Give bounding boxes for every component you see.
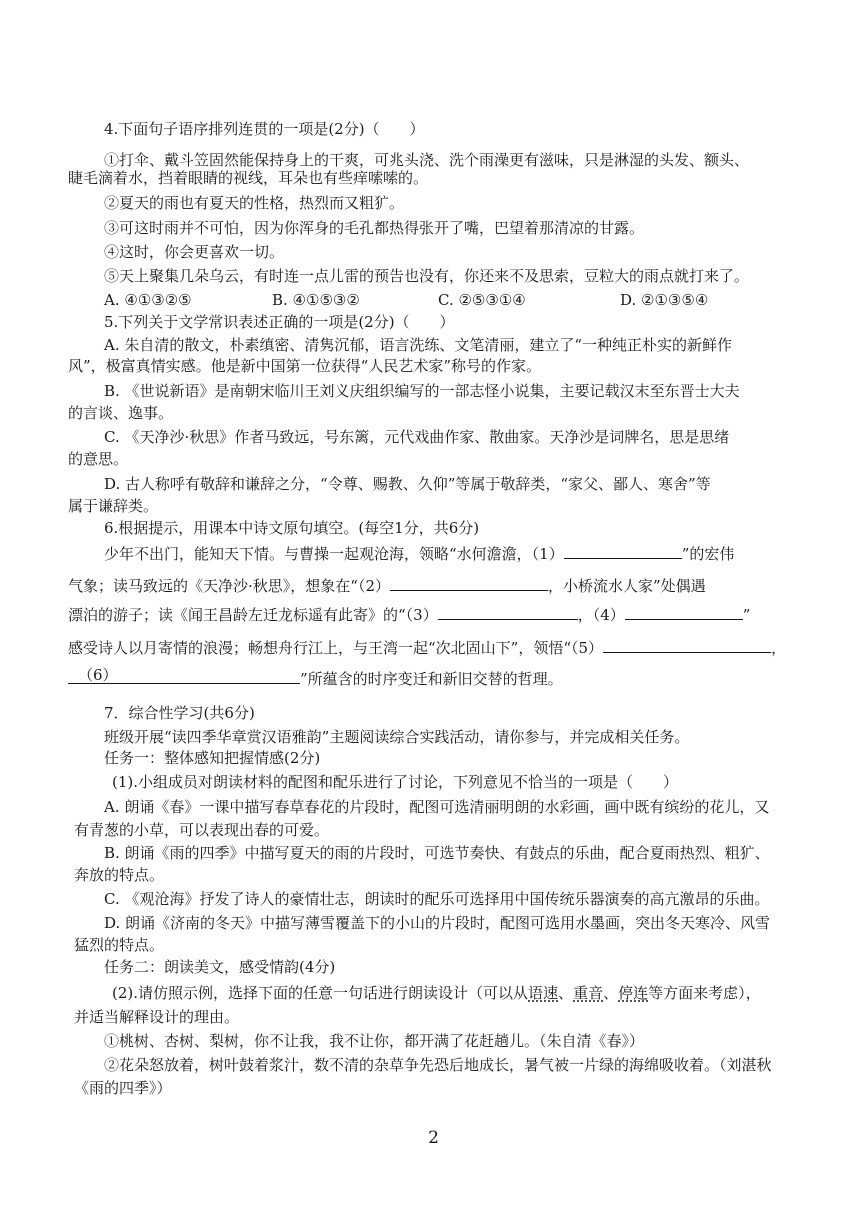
q7-option-a-cont: 有青葱的小草，可以表现出春的可爱。 (74, 821, 330, 839)
q6-line-3 (68, 604, 750, 625)
separator: 、 (558, 984, 574, 1002)
q6-line-3-tail: ” (742, 606, 751, 624)
fill-blank-3[interactable] (438, 604, 578, 620)
q4-sentence-1-cont: 睫毛滴着水，挡着眼睛的视线，耳朵也有些痒嗦嗦的。 (68, 169, 429, 187)
q5-option-b: B. 《世说新语》是南朝宋临川王刘义庆组织编写的一部志怪小说集，主要记载汉末至东晋士大夫 (104, 382, 740, 400)
q4-title: 4.下面句子语序排列连贯的一项是(2分)（ ） (104, 120, 425, 138)
separator: 、 (603, 984, 619, 1002)
q7-option-b-cont: 奔放的特点。 (74, 866, 165, 884)
page-number: 2 (428, 1128, 439, 1148)
q6-line-5-tail: ”所蕴含的时序变迁和新旧交替的哲理。 (300, 670, 563, 688)
q4-sentence-3: ③可这时雨并不可怕，因为你浑身的毛孔都热得张开了嘴，巴望着那清凉的甘露。 (104, 219, 645, 237)
q7-option-b: B. 朗诵《雨的四季》中描写夏天的雨的片段时，可选节奏快、有鼓点的乐曲，配合夏雨热烈、粗犷、 (104, 844, 770, 862)
q7-task-2: 任务二：朗读美文，感受情韵(4分) (104, 958, 336, 976)
q4-option-c: C. ②⑤③①④ (438, 291, 526, 309)
q7-example-1: ①桃树、杏树、梨树，你不让我，我不让你，都开满了花赶趟儿。（朱自清《春》） (104, 1032, 645, 1050)
q5-option-a-cont: 风”，极富真情实感。他是新中国第一位获得“人民艺术家”称号的作家。 (68, 357, 542, 375)
fill-blank-4[interactable] (625, 604, 743, 620)
q6-title: 6.根据提示，用课本中诗文原句填空。(每空1分，共6分) (104, 519, 480, 537)
q4-option-d: D. ②①③⑤④ (620, 291, 709, 309)
q6-line-1 (104, 543, 734, 564)
fill-blank-6[interactable] (68, 668, 300, 684)
q6-line-1-text: 少年不出门，能知天下情。与曹操一起观沧海，领略“水何澹澹，（1） (104, 545, 564, 563)
fill-blank-2[interactable] (390, 575, 548, 591)
q6-line-2-text: 气象；读马致远的《天净沙·秋思》，想象在“（2） (68, 577, 390, 595)
q6-line-3-mid: ，（4） (577, 606, 625, 624)
q6-line-2-tail: ，小桥流水人家”处偶遇 (547, 577, 706, 595)
q6-line-4-tail: ， (771, 639, 787, 657)
q6-line-4 (68, 637, 786, 658)
q4-sentence-1: ①打伞、戴斗笠固然能保持身上的干爽，可兆头浇、洗个雨澡更有滋味，只是淋湿的头发、额头、 (104, 151, 750, 169)
fill-blank-6-label: （6） (78, 666, 118, 684)
q5-option-d: D. 古人称呼有敬辞和谦辞之分，“令尊、赐教、久仰”等属于敬辞类，“家父、鄙人、寒舍”等 (104, 475, 711, 493)
q7-sub-question-2 (112, 983, 761, 1003)
q7-sub-question-2-cont: 并适当解释设计的理由。 (74, 1008, 240, 1026)
q7-intro: 班级开展“读四季华章赏汉语雅韵”主题阅读综合实践活动，请你参与，并完成相关任务。 (104, 728, 690, 746)
q6-line-3-text: 漂泊的游子；读《闻王昌龄左迁龙标遥有此寄》的“（3） (68, 606, 438, 624)
q6-line-4-text: 感受诗人以月寄情的浪漫；畅想舟行江上，与王湾一起“次北固山下”，领悟“（5） (68, 639, 604, 657)
q5-option-d-cont: 属于谦辞类。 (68, 497, 159, 515)
fill-blank-5[interactable] (603, 637, 771, 653)
q5-title: 5.下列关于文学常识表述正确的一项是(2分)（ ） (104, 313, 455, 331)
keyword-stress: 重音 (573, 984, 604, 1002)
q7-option-d: D. 朗诵《济南的冬天》中描写薄雪覆盖下的小山的片段时，配图可选用水墨画，突出冬天寒冷、风雪 (104, 914, 771, 932)
q7-example-2-cont: 《雨的四季》） (74, 1079, 172, 1097)
fill-blank-1[interactable] (564, 543, 682, 559)
q7-sub-question-2-tail: 等方面来考虑）， (648, 984, 761, 1002)
q5-option-a: A. 朱自清的散文，朴素缜密、清隽沉郁，语言洗练、文笔清丽，建立了“一种纯正朴实的新鲜作 (104, 336, 733, 354)
keyword-speed: 语速 (528, 984, 559, 1002)
q4-sentence-2: ②夏天的雨也有夏天的性格，热烈而又粗犷。 (104, 194, 405, 212)
q5-option-b-cont: 的言谈、逸事。 (68, 404, 174, 422)
q6-line-5 (68, 668, 563, 689)
q4-option-b: B. ④①⑤③② (272, 291, 360, 309)
keyword-pause: 停连 (618, 984, 649, 1002)
q7-option-d-cont: 猛烈的特点。 (74, 936, 165, 954)
q7-option-a: A. 朗诵《春》一课中描写春草春花的片段时，配图可选清丽明朗的水彩画，画中既有缤纷的花儿，又 (104, 798, 770, 816)
q4-option-a: A. ④①③②⑤ (104, 291, 192, 309)
q7-example-2: ②花朵怒放着，树叶鼓着浆汁，数不清的杂草争先恐后地成长，暑气被一片绿的海绵吸收着。（刘湛秋 (104, 1056, 772, 1074)
q7-title: 7．综合性学习(共6分) (104, 704, 255, 722)
q6-line-1-tail: ”的宏伟 (681, 545, 735, 563)
q4-sentence-5: ⑤天上聚集几朵乌云，有时连一点儿雷的预告也没有，你还来不及思索，豆粒大的雨点就打来了。 (104, 267, 750, 285)
q7-sub-question-1: (1).小组成员对朗读材料的配图和配乐进行了讨论，下列意见不恰当的一项是（ ） (112, 773, 679, 791)
q7-task-1: 任务一：整体感知把握情感(2分) (104, 749, 321, 767)
q6-line-2 (68, 575, 706, 596)
q4-sentence-4: ④这时，你会更喜欢一切。 (104, 243, 285, 261)
q5-option-c: C. 《天净沙·秋思》作者马致远，号东篱，元代戏曲作家、散曲家。天净沙是词牌名，思是思绪 (104, 428, 730, 446)
q5-option-c-cont: 的意思。 (68, 450, 129, 468)
q7-sub-question-2-text: (2).请仿照示例，选择下面的任意一句话进行朗读设计（可以从 (112, 984, 529, 1002)
q7-option-c: C. 《观沧海》抒发了诗人的豪情壮志，朗读时的配乐可选择用中国传统乐器演奏的高亢激昂的乐曲。 (104, 890, 770, 908)
